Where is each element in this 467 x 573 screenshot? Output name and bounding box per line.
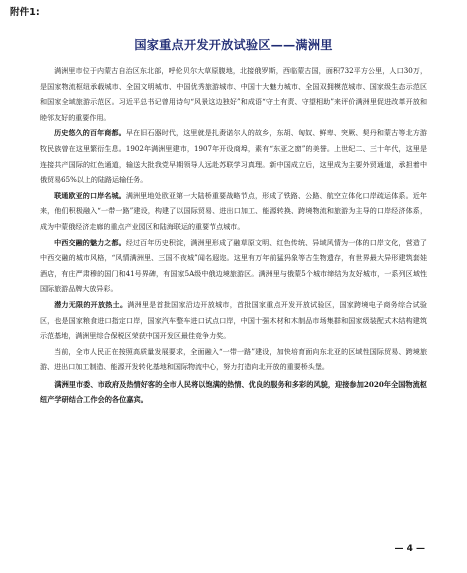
paragraph-text: 满洲里地处欧亚第一大陆桥重要战略节点，形成了铁路、公路、航空立体化口岸疏运体系。近年来，他们积极融入“一带一路”建设，构建了以国际贸易、进出口加工、能源转换、跨境物流和旅游为主导的口岸经济体系，成为中蒙俄经济走廊的重点产业园区和陆海联运的重要节点城市。 xyxy=(40,190,427,231)
body-paragraph xyxy=(40,188,427,235)
body-paragraph xyxy=(40,125,427,187)
closing-paragraph: 满洲里市委、市政府及热情好客的全市人民将以饱满的热情、优良的服务和多彩的风貌，迎接参加2020年全国物流枢纽产学研结合工作会的各位嘉宾。 xyxy=(40,379,427,405)
page-number: — 4 — xyxy=(394,544,425,554)
paragraph-lead: 潜力无限的开放热土。 xyxy=(54,299,128,309)
paragraph-text: 当前，全市人民正在按照高质量发展要求，全面融入“一带一路”建设，加快培育面向东北亚的区域性国际贸易、跨境旅游、进出口加工制造、能源开发转化基地和国际物流中心，努力打造向北开放的重要桥头堡。 xyxy=(40,346,427,372)
body-paragraph xyxy=(40,297,427,344)
paragraph-lead: 联通欧亚的口岸名城。 xyxy=(54,190,126,200)
paragraph-text: 早在旧石器时代，这里就是扎赉诺尔人的故乡，东胡、匈奴、鲜卑、突厥、契丹和蒙古等北方游牧民族曾在这里繁衍生息。1902年满洲里建市，1907年开设商埠，素有“东亚之窗”的美誉。上世纪二、三十年代，这里是连接共产国际的红色通道，输送大批我党早期领导人远赴苏联学习真理。新中国成立后，这里成为主要外贸通道，承担着中俄贸易65%以上的陆路运输任务。 xyxy=(40,128,427,185)
paragraph-lead: 中西交融的魅力之都。 xyxy=(54,237,126,247)
body-paragraph xyxy=(40,344,427,375)
paragraph-text: 满洲里是首批国家沿边开放城市，首批国家重点开发开放试验区，国家跨境电子商务综合试验区，也是国家粮食进口指定口岸，国家汽车整车进口试点口岸，中国十强木材和木制品市场集群和国家级装配式木结构建筑示范基地，满洲里综合保税区荣获中国开发区最佳竞争力奖。 xyxy=(40,299,427,341)
attachment-label: 附件1: xyxy=(10,7,40,18)
document-title: 国家重点开发开放试验区——满洲里 xyxy=(134,38,333,52)
paragraph-text: 满洲里市位于内蒙古自治区东北部，呼伦贝尔大草原腹地，北接俄罗斯，西临蒙古国，面积732平方公里，人口30万，是国家物流枢纽承载城市、全国文明城市、中国优秀旅游城市、中国十大魅力城市、全国双拥模范城市、国家级生态示范区和国家全域旅游示范区。习近平总书记曾用诗句“风景这边独好”和成语“守土有责、守望相助”来评价满洲里促进改革开放和睦邻友好的重要作用。 xyxy=(40,66,427,122)
paragraph-text: 经过百年历史积淀，满洲里形成了融草原文明、红色传统、异域风情为一体的口岸文化，营造了中西交融的城市风格，“风情满洲里、三国不夜城”闻名遐迩。这里有万年前猛犸象等古生物遗存，有世界最大异形建筑套娃酒店，有庄严肃穆的国门和41号界碑，有国家5A级中俄边境旅游区。满洲里与俄蒙5个城市缔结为友好城市，一系列区域性国际旅游品牌大放异彩。 xyxy=(40,237,427,294)
body-paragraph xyxy=(40,235,427,297)
document-body xyxy=(40,63,427,408)
body-paragraph xyxy=(40,63,427,125)
paragraph-lead: 历史悠久的百年商都。 xyxy=(54,128,126,138)
